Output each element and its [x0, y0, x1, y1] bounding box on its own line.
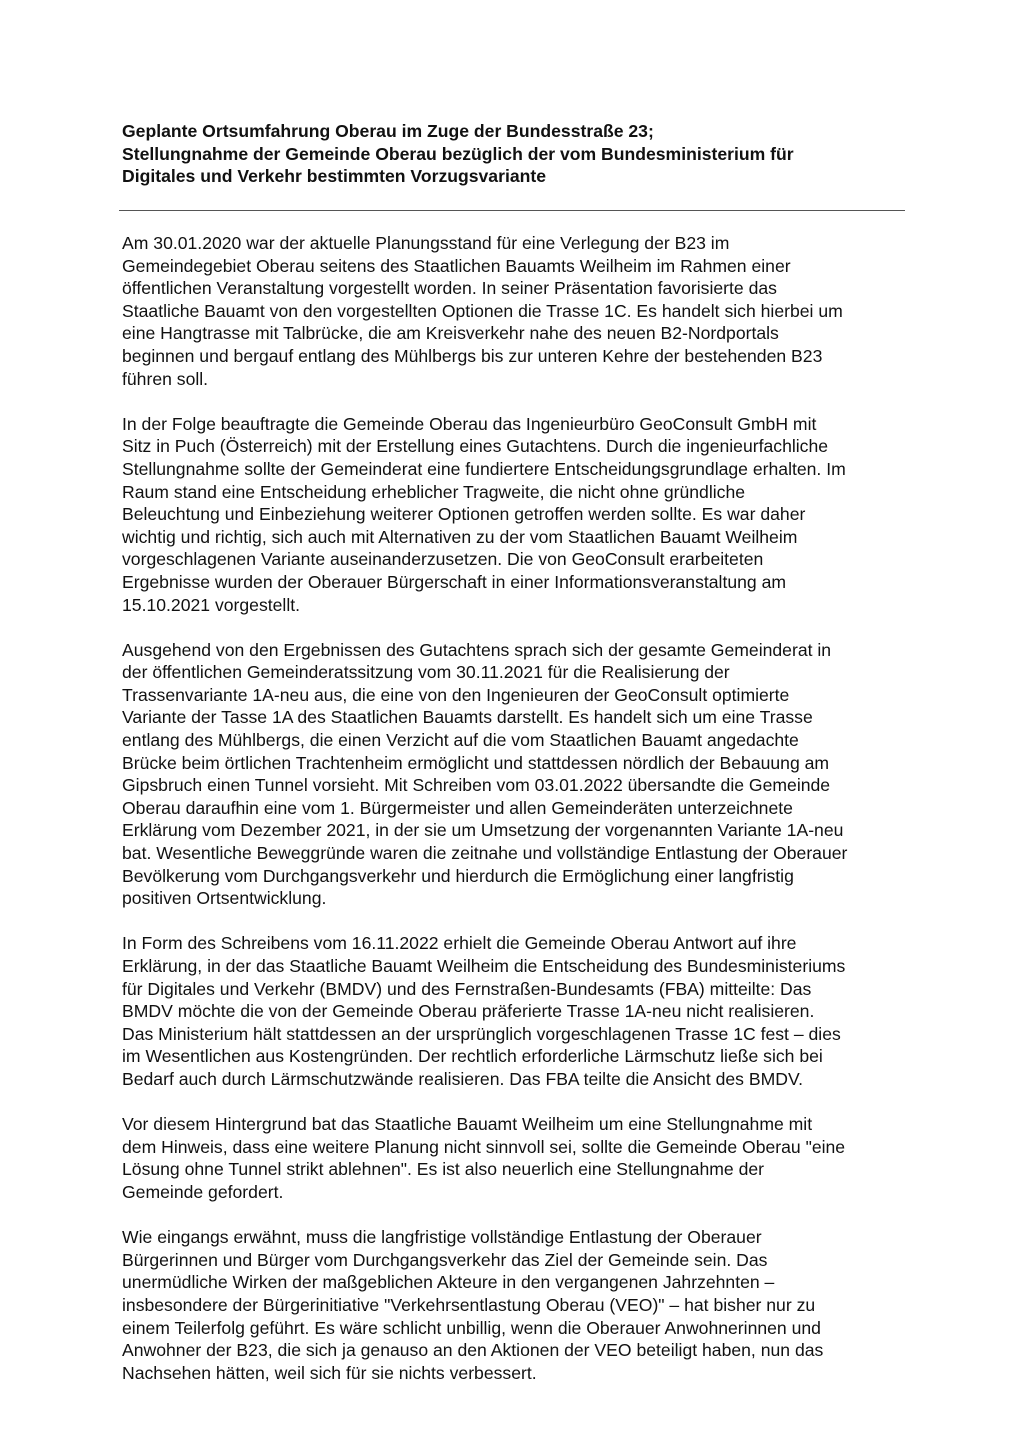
- text-line: In der Folge beauftragte die Gemeinde Oberau das Ingenieurbüro GeoConsult GmbH mit: [122, 413, 817, 434]
- paragraph-6: [122, 1226, 912, 1384]
- text-line: öffentlichen Veranstaltung vorgestellt worden. In seiner Präsentation favorisierte das: [122, 278, 777, 299]
- text-line: Ausgehend von den Ergebnissen des Gutachtens sprach sich der gesamte Gemeinderat in: [122, 639, 832, 660]
- text-line: Sitz in Puch (Österreich) mit der Erstellung eines Gutachtens. Durch die ingenieurfachliche: [122, 436, 829, 457]
- text-line: im Wesentlichen aus Kostengründen. Der rechtlich erforderliche Lärmschutz ließe sich bei: [122, 1046, 823, 1067]
- text-line: positiven Ortsentwicklung.: [122, 888, 327, 909]
- text-line: Am 30.01.2020 war der aktuelle Planungsstand für eine Verlegung der B23 im: [122, 233, 730, 253]
- title-divider: [119, 210, 905, 211]
- text-line: der öffentlichen Gemeinderatssitzung vom 30.11.2021 für die Realisierung der: [122, 662, 730, 683]
- text-line: Erklärung vom Dezember 2021, in der sie um Umsetzung der vorgenannten Variante 1A-neu: [122, 820, 844, 841]
- text-line: Variante der Tasse 1A des Staatlichen Bauamts darstellt. Es handelt sich um eine Trasse: [122, 707, 813, 728]
- text-line: dem Hinweis, dass eine weitere Planung nicht sinnvoll sei, sollte die Gemeinde Oberau "eine: [122, 1136, 846, 1157]
- text-line: Bürgerinnen und Bürger vom Durchgangsverkehr das Ziel der Gemeinde sein. Das: [122, 1249, 768, 1270]
- document-title: [122, 120, 912, 188]
- text-line: Bedarf auch durch Lärmschutzwände realisieren. Das FBA teilte die Ansicht des BMDV.: [122, 1068, 803, 1089]
- paragraph-3: [122, 639, 912, 910]
- text-line: In Form des Schreibens vom 16.11.2022 erhielt die Gemeinde Oberau Antwort auf ihre: [122, 933, 797, 954]
- text-line: Oberau daraufhin eine vom 1. Bürgermeister und allen Gemeinderäten unterzeichnete: [122, 797, 793, 818]
- text-line: Beleuchtung und Einbeziehung weiterer Optionen getroffen werden sollte. Es war daher: [122, 504, 806, 525]
- paragraph-2: [122, 413, 912, 616]
- text-line: Bevölkerung vom Durchgangsverkehr und hierdurch die Ermöglichung einer langfristig: [122, 865, 794, 886]
- text-line: vorgeschlagenen Variante auseinanderzusetzen. Die von GeoConsult erarbeiteten: [122, 549, 764, 570]
- paragraph-1: [122, 232, 912, 390]
- text-line: entlang des Mühlbergs, die einen Verzicht auf die vom Staatlichen Bauamt angedachte: [122, 730, 799, 751]
- text-line: Stellungnahme sollte der Gemeinderat eine fundiertere Entscheidungsgrundlage erhalten. Im: [122, 458, 846, 479]
- paragraph-5: [122, 1113, 912, 1203]
- text-line: Raum stand eine Entscheidung erheblicher Tragweite, die nicht ohne gründliche: [122, 481, 746, 502]
- text-line: Erklärung, in der das Staatliche Bauamt Weilheim die Entscheidung des Bundesministeriums: [122, 956, 846, 976]
- text-line: bat. Wesentliche Beweggründe waren die zeitnahe und vollständige Entlastung der Oberauer: [122, 843, 848, 864]
- text-line: Wie eingangs erwähnt, muss die langfristige vollständige Entlastung der Oberauer: [122, 1227, 762, 1248]
- text-line: Das Ministerium hält stattdessen an der ursprünglich vorgeschlagenen Trasse 1C fest – dies: [122, 1023, 841, 1044]
- title-line: Digitales und Verkehr bestimmten Vorzugsvariante: [122, 166, 547, 186]
- text-line: Brücke beim örtlichen Trachtenheim ermöglicht und stattdessen nördlich der Bebauung am: [122, 752, 830, 773]
- text-line: Staatliche Bauamt von den vorgestellten Optionen die Trasse 1C. Es handelt sich hierbei um: [122, 300, 843, 321]
- text-line: 15.10.2021 vorgestellt.: [122, 594, 301, 615]
- text-line: für Digitales und Verkehr (BMDV) und des Fernstraßen-Bundesamts (FBA) mitteilte: Das: [122, 978, 812, 999]
- text-line: einem Teilerfolg geführt. Es wäre schlicht unbillig, wenn die Oberauer Anwohnerinnen und: [122, 1317, 821, 1338]
- title-line: Geplante Ortsumfahrung Oberau im Zuge der Bundesstraße 23;: [122, 121, 654, 141]
- text-line: beginnen und bergauf entlang des Mühlbergs bis zur unteren Kehre der bestehenden B23: [122, 345, 823, 366]
- text-line: eine Hangtrasse mit Talbrücke, die am Kreisverkehr nahe des neuen B2-Nordportals: [122, 323, 779, 344]
- title-line: Stellungnahme der Gemeinde Oberau bezüglich der vom Bundesministerium für: [122, 143, 794, 164]
- text-line: wichtig und richtig, sich auch mit Alternativen zu der vom Staatlichen Bauamt Weilheim: [122, 526, 798, 547]
- document-body: [122, 232, 912, 1407]
- text-line: Vor diesem Hintergrund bat das Staatliche Bauamt Weilheim um eine Stellungnahme mit: [122, 1114, 813, 1135]
- text-line: Lösung ohne Tunnel strikt ablehnen". Es ist also neuerlich eine Stellungnahme der: [122, 1159, 764, 1180]
- text-line: führen soll.: [122, 368, 209, 389]
- paragraph-4: [122, 932, 912, 1090]
- text-line: Gemeindegebiet Oberau seitens des Staatlichen Bauamts Weilheim im Rahmen einer: [122, 255, 791, 276]
- text-line: insbesondere der Bürgerinitiative "Verkehrsentlastung Oberau (VEO)" – hat bisher nur zu: [122, 1294, 816, 1315]
- text-line: BMDV möchte die von der Gemeinde Oberau präferierte Trasse 1A-neu nicht realisieren.: [122, 1001, 815, 1022]
- text-line: Anwohner der B23, die sich ja genauso an den Aktionen der VEO beteiligt haben, nun das: [122, 1340, 824, 1361]
- text-line: Gemeinde gefordert.: [122, 1181, 284, 1202]
- text-line: Trassenvariante 1A-neu aus, die eine von den Ingenieuren der GeoConsult optimierte: [122, 684, 790, 705]
- text-line: Ergebnisse wurden der Oberauer Bürgerschaft in einer Informationsveranstaltung am: [122, 571, 787, 592]
- text-line: unermüdliche Wirken der maßgeblichen Akteure in den vergangenen Jahrzehnten –: [122, 1272, 775, 1293]
- text-line: Gipsbruch einen Tunnel vorsieht. Mit Schreiben vom 03.01.2022 übersandte die Gemeinde: [122, 775, 831, 796]
- text-line: Nachsehen hätten, weil sich für sie nichts verbessert.: [122, 1362, 537, 1383]
